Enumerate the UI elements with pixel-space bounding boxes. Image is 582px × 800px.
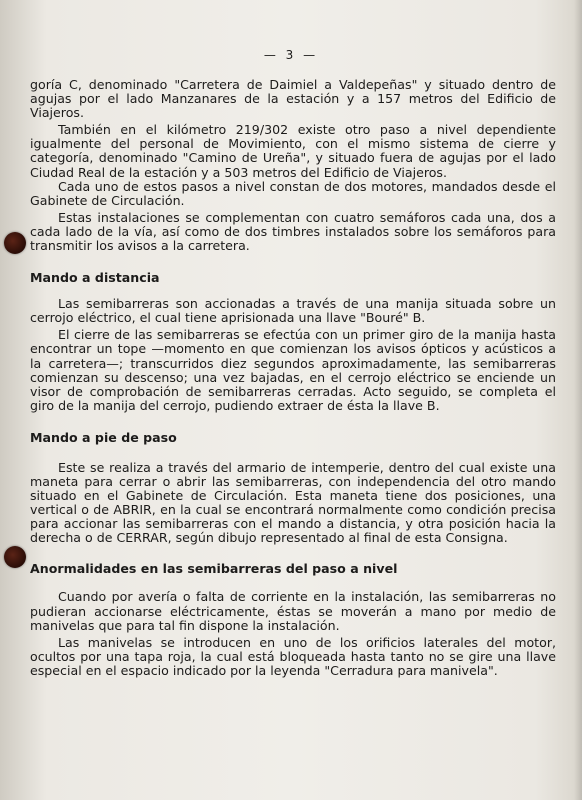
section-heading: Mando a distancia — [30, 270, 160, 286]
paragraph: También en el kilómetro 219/302 existe otro paso a nivel dependiente igualmente del personal de Movimiento, con el mismo sistema de cierre y categoría, denominado "Camino de Ureña", y situado fuera de agujas por el lado Ciudad Real de la estación y a 503 metros del Edificio de Viajeros. — [30, 122, 556, 180]
page-number: — 3 — — [263, 48, 319, 62]
paragraph: Las semibarreras son accionadas a través de una manija situada sobre un cerrojo eléctrico, el cual tiene aprisionada una llave "Bouré" B. — [30, 296, 556, 326]
paragraph: El cierre de las semibarreras se efectúa con un primer giro de la manija hasta encontrar un tope —momento en que comienzan los avisos ópticos y acústicos a la carretera—; transcurridos diez segundos aproximadamente, las semibarreras comienzan su descenso; una vez bajadas, en el cerrojo eléctrico se enciende un visor de comprobación de semibarreras cerradas. Acto seguido, se completa el giro de la manija del cerrojo, pudiendo extraer de ésta la llave B. — [30, 327, 556, 413]
punch-hole-top — [4, 232, 26, 254]
paragraph: Estas instalaciones se complementan con cuatro semáforos cada una, dos a cada lado de la vía, así como de dos timbres instalados sobre los semáforos para transmitir los avisos a la carretera. — [30, 209, 556, 254]
document-body — [30, 78, 556, 678]
section-heading: Mando a pie de paso — [30, 429, 177, 445]
paragraph: Las manivelas se introducen en uno de los orificios laterales del motor, ocultos por una tapa roja, la cual está bloqueada hasta tanto no se gire una llave especial en el espacio indicado por la leyenda "Cerradura para manivela". — [30, 634, 556, 678]
paragraph: Cuando por avería o falta de corriente en la instalación, las semibarreras no pudieran accionarse eléctricamente, éstas se moverán a mano por medio de manivelas que para tal fin dispone la instalación. — [30, 589, 556, 633]
paragraph: Este se realiza a través del armario de intemperie, dentro del cual existe una maneta para cerrar o abrir las semibarreras, con independencia del otro mando situado en el Gabinete de Circulación. Esta maneta tiene dos posiciones, una vertical o de ABRIR, en la cual se encontrará normalmente como condición precisa para accionar las semibarreras con el mando a distancia, y otra posición hacia la derecha o de CERRAR, según dibujo representado al final de esta Consigna. — [30, 459, 556, 546]
punch-hole-bottom — [4, 546, 26, 568]
paragraph: Cada uno de estos pasos a nivel constan de dos motores, mandados desde el Gabinete de Circulación. — [30, 178, 556, 208]
page-edge-shadow — [574, 0, 582, 800]
section-heading: Anormalidades en las semibarreras del paso a nivel — [30, 561, 398, 577]
paragraph: goría C, denominado "Carretera de Daimiel a Valdepeñas" y situado dentro de agujas por el lado Manzanares de la estación y a 157 metros del Edificio de Viajeros. — [30, 77, 556, 121]
